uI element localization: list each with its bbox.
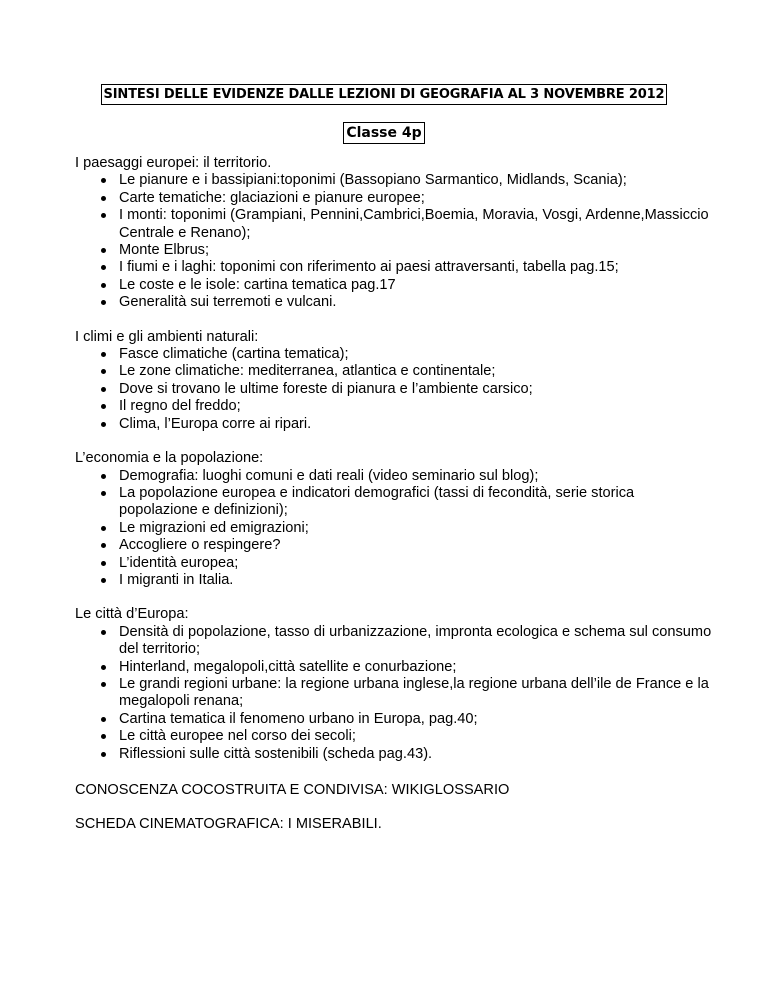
closing-line-wikiglossario: CONOSCENZA COCOSTRUITA E CONDIVISA: WIKIGLOSSARIO xyxy=(75,782,510,798)
list-item: Fasce climatiche (cartina tematica); xyxy=(75,346,715,363)
section-territorio xyxy=(75,155,715,312)
list-item: Le pianure e i bassipiani:toponimi (Bassopiano Sarmantico, Midlands, Scania); xyxy=(75,172,715,189)
bullet-list xyxy=(75,468,715,590)
list-item: Monte Elbrus; xyxy=(75,242,715,259)
section-citta xyxy=(75,606,715,763)
list-item: Clima, l’Europa corre ai ripari. xyxy=(75,416,715,433)
list-item: Demografia: luoghi comuni e dati reali (video seminario sul blog); xyxy=(75,468,715,485)
list-item: L’identità europea; xyxy=(75,555,715,572)
list-item: Hinterland, megalopoli,città satellite e conurbazione; xyxy=(75,659,715,676)
list-item: Le grandi regioni urbane: la regione urbana inglese,la regione urbana dell’ile de France e la megalopoli renana; xyxy=(75,676,715,711)
list-item: Cartina tematica il fenomeno urbano in Europa, pag.40; xyxy=(75,711,715,728)
bullet-list xyxy=(75,346,715,433)
list-item: Densità di popolazione, tasso di urbanizzazione, impronta ecologica e schema sul consumo del territorio; xyxy=(75,624,715,659)
list-item: Dove si trovano le ultime foreste di pianura e l’ambiente carsico; xyxy=(75,381,715,398)
document-title: SINTESI DELLE EVIDENZE DALLE LEZIONI DI GEOGRAFIA AL 3 NOVEMBRE 2012 xyxy=(101,84,668,105)
section-climi xyxy=(75,329,715,433)
list-item: La popolazione europea e indicatori demografici (tassi di fecondità, serie storica popolazione e definizioni); xyxy=(75,485,715,520)
bullet-list xyxy=(75,172,715,311)
list-item: Le coste e le isole: cartina tematica pag.17 xyxy=(75,277,715,294)
list-item: I fiumi e i laghi: toponimi con riferimento ai paesi attraversanti, tabella pag.15; xyxy=(75,259,715,276)
section-heading: Le città d’Europa: xyxy=(75,606,189,623)
closing-line-scheda: SCHEDA CINEMATOGRAFICA: I MISERABILI. xyxy=(75,816,382,833)
list-item: Le migrazioni ed emigrazioni; xyxy=(75,520,715,537)
list-item: I migranti in Italia. xyxy=(75,572,715,589)
list-item: Le zone climatiche: mediterranea, atlantica e continentale; xyxy=(75,363,715,380)
list-item: Riflessioni sulle città sostenibili (scheda pag.43). xyxy=(75,746,715,763)
list-item: Accogliere o respingere? xyxy=(75,537,715,554)
section-heading: I paesaggi europei: il territorio. xyxy=(75,155,272,171)
section-economia xyxy=(75,450,715,589)
bullet-list xyxy=(75,624,715,763)
section-heading: L’economia e la popolazione: xyxy=(75,450,264,467)
section-heading: I climi e gli ambienti naturali: xyxy=(75,328,259,345)
document-body xyxy=(75,155,715,834)
list-item: Il regno del freddo; xyxy=(75,398,715,415)
document-subtitle: Classe 4p xyxy=(343,122,424,144)
list-item: I monti: toponimi (Grampiani, Pennini,Cambrici,Boemia, Moravia, Vosgi, Ardenne,Massiccio Centrale e Renano); xyxy=(75,207,715,242)
list-item: Generalità sui terremoti e vulcani. xyxy=(75,294,715,311)
list-item: Le città europee nel corso dei secoli; xyxy=(75,728,715,745)
list-item: Carte tematiche: glaciazioni e pianure europee; xyxy=(75,190,715,207)
